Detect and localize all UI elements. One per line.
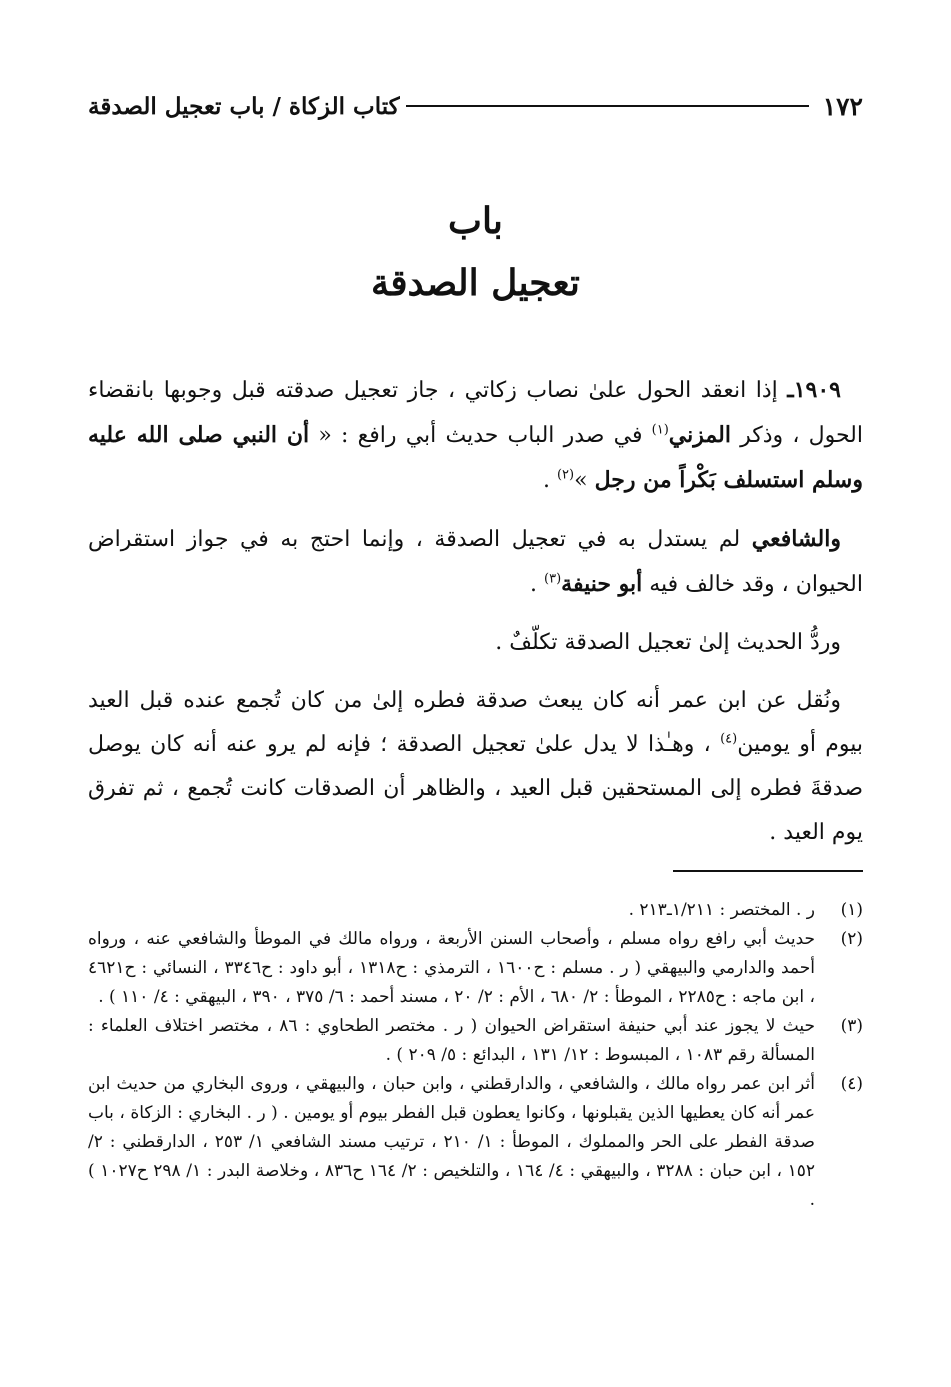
footnotes xyxy=(88,896,863,1215)
body-text xyxy=(88,368,863,869)
issue-number: ١٩٠٩ـ xyxy=(787,377,841,403)
footnote xyxy=(88,1070,863,1215)
footnote-number: (٢) xyxy=(840,929,863,949)
paragraph-shafii: والشافعي لم يستدل به في تعجيل الصدقة ، وإنما احتج به في جواز استقراض الحيوان ، وقد خالف فيه أبو حنيفة$^{(٣)}$ . xyxy=(88,526,863,597)
name-shafii: والشافعي xyxy=(751,526,841,552)
document-page xyxy=(88,0,863,1387)
hadith-text: أن النبي صلى الله عليه وسلم استسلف بَكْراً من رجل xyxy=(88,422,863,493)
chapter-heading-line1: باب xyxy=(448,200,503,242)
footnote xyxy=(88,925,863,1012)
chapter-heading-line2: تعجيل الصدقة xyxy=(371,262,580,304)
name-mazini: المزني xyxy=(668,422,731,448)
footnote-text: حيث لا يجوز عند أبي حنيفة استقراض الحيوان ( ر . مختصر الطحاوي : ٨٦ ، مختصر اختلاف العلماء : المسألة رقم ١٠٨٣ ، المبسوط : ١٢/ ١٣١ ، البدائع : ٥/ ٢٠٩ ) . xyxy=(88,1016,815,1065)
paragraph-1909: ١٩٠٩ـ إذا انعقد الحول علىٰ نصاب زكاتي ، جاز تعجيل صدقته قبل وجوبها بانقضاء الحول ، وذكر المزني$^{(١)}$ في صدر الباب حديث أبي رافع : « أن النبي صلى الله عليه وسلم استسلف بَكْراً من رجل »$^{(٢)}$ . xyxy=(88,377,863,493)
footnote xyxy=(88,1012,863,1070)
footnote-number: (٤) xyxy=(840,1074,863,1094)
footnote-text: ر . المختصر : ١/٢١١ـ٢١٣ . xyxy=(628,900,815,920)
footnote-separator xyxy=(673,870,863,872)
name-abu-hanifa: أبو حنيفة xyxy=(561,571,643,597)
page-number: ١٧٢ xyxy=(822,91,863,121)
running-header xyxy=(88,86,863,126)
footnote-text: أثر ابن عمر رواه مالك ، والشافعي ، والدارقطني ، وابن حبان ، والبيهقي ، وروى البخاري من حديث ابن عمر أنه كان يعطيها الذين يقبلونها ، وكانوا يعطون قبل الفطر بيوم أو يومين . ( ر . البخاري : الزكاة ، باب صدقة الفطر على الحر والمملوك ، الموطأ : ١/ ٢١٠ ، ترتيب مسند الشافعي ١/ ٢٥٣ ، الدارقطني : ٢/ ١٥٢ ، ابن حبان : ٣٢٨٨ ، والبيهقي : ٤/ ١٦٤ ، والتلخيص : ٢/ ١٦٤ ح٨٣٦ ، وخلاصة البدر : ١/ ٢٩٨ ح١٠٢٧ ) . xyxy=(88,1074,815,1210)
running-title: كتاب الزكاة / باب تعجيل الصدقة xyxy=(88,92,400,120)
footnote-number: (١) xyxy=(840,900,863,920)
paragraph-takalluf: وردُّ الحديث إلىٰ تعجيل الصدقة تكلّفٌ . xyxy=(495,630,841,655)
footnote-text: حديث أبي رافع رواه مسلم ، وأصحاب السنن الأربعة ، ورواه مالك في الموطأ والشافعي عنه ، ورواه أحمد والدارمي والبيهقي ( ر . مسلم : ح١٦٠٠ ، الترمذي : ح١٣١٨ ، أبو داود : ح٣٣٤٦ ، النسائي : ح٤٦٢١ ، ابن ماجه : ح٢٢٨٥ ، الموطأ : ٢/ ٦٨٠ ، الأم : ٢/ ٢٠ ، مسند أحمد : ٦/ ٣٧٥ ، ٣٩٠ ، البيهقي : ٤/ ١١٠ ) . xyxy=(88,929,815,1007)
footnote-ref-2[interactable]: (٢) xyxy=(556,467,575,483)
header-rule xyxy=(406,105,809,107)
footnote-number: (٣) xyxy=(840,1016,863,1036)
footnote-ref-4[interactable]: (٤) xyxy=(720,731,738,747)
paragraph-ibn-umar: ونُقل عن ابن عمر أنه كان يبعث صدقة فطره إلىٰ من كان تُجمع عنده قبل العيد بيوم أو يومين$^{(٤)}$ ، وهـٰذا لا يدل علىٰ تعجيل الصدقة ؛ فإنه لم يرو عنه أنه كان يوصل صدقةَ فطره إلى المستحقين قبل العيد ، والظاهر أن الصدقات كانت تُجمع ، ثم تفرق يوم العيد . xyxy=(88,688,863,845)
footnote xyxy=(88,896,863,925)
chapter-heading xyxy=(88,190,863,314)
footnote-ref-3[interactable]: (٣) xyxy=(544,571,562,587)
footnote-ref-1[interactable]: (١) xyxy=(651,422,669,438)
